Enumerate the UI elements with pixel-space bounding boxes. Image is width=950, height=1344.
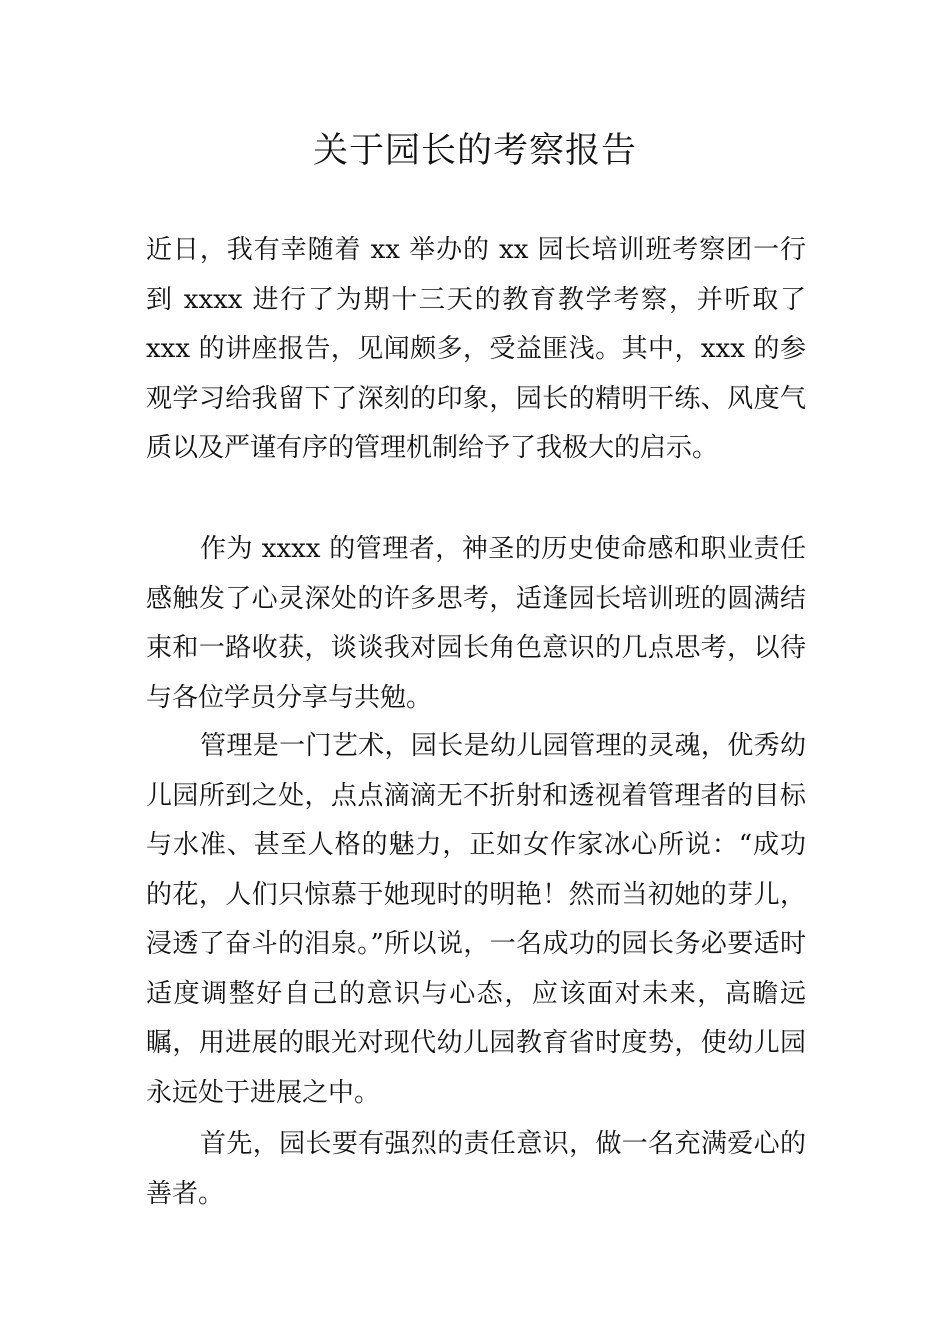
document-title: 关于园长的考察报告 xyxy=(312,131,637,171)
paragraph-text: 近日，我有幸随着 xx 举办的 xx 园长培训班考察团一行到 xxxx 进行了为期十三天的教育教学考察，并听取了 xxx 的讲座报告，见闻颇多，受益匪浅。其中，xxx 的参观学习给我留下了深刻的印象，园长的精明干练、风度气质以及严谨有序的管理机制给予了我极大的启示。 xyxy=(146,235,806,463)
paragraph-manager-reflection xyxy=(146,525,806,723)
paragraph-text: 作为 xxxx 的管理者，神圣的历史使命感和职业责任感触发了心灵深处的许多思考，适逢园长培训班的圆满结束和一路收获，谈谈我对园长角色意识的几点思考，以待与各位学员分享与共勉。 xyxy=(146,534,806,713)
paragraph-management-art xyxy=(146,722,806,1118)
paragraph-intro xyxy=(146,226,806,474)
paragraph-text: 首先，园长要有强烈的责任意识，做一名充满爱心的善者。 xyxy=(146,1129,806,1209)
paragraph-text: 管理是一门艺术，园长是幼儿园管理的灵魂，优秀幼儿园所到之处，点点滴滴无不折射和透视着管理者的目标与水准、甚至人格的魅力，正如女作家冰心所说：“成功的花，人们只惊慕于她现时的明艳！然而当初她的芽儿，浸透了奋斗的泪泉。”所以说，一名成功的园长务必要适时适度调整好自己的意识与心态，应该面对未来，高瞻远瞩，用进展的眼光对现代幼儿园教育省时度势，使幼儿园永远处于进展之中。 xyxy=(146,731,806,1108)
paragraph-first-point xyxy=(146,1120,806,1219)
